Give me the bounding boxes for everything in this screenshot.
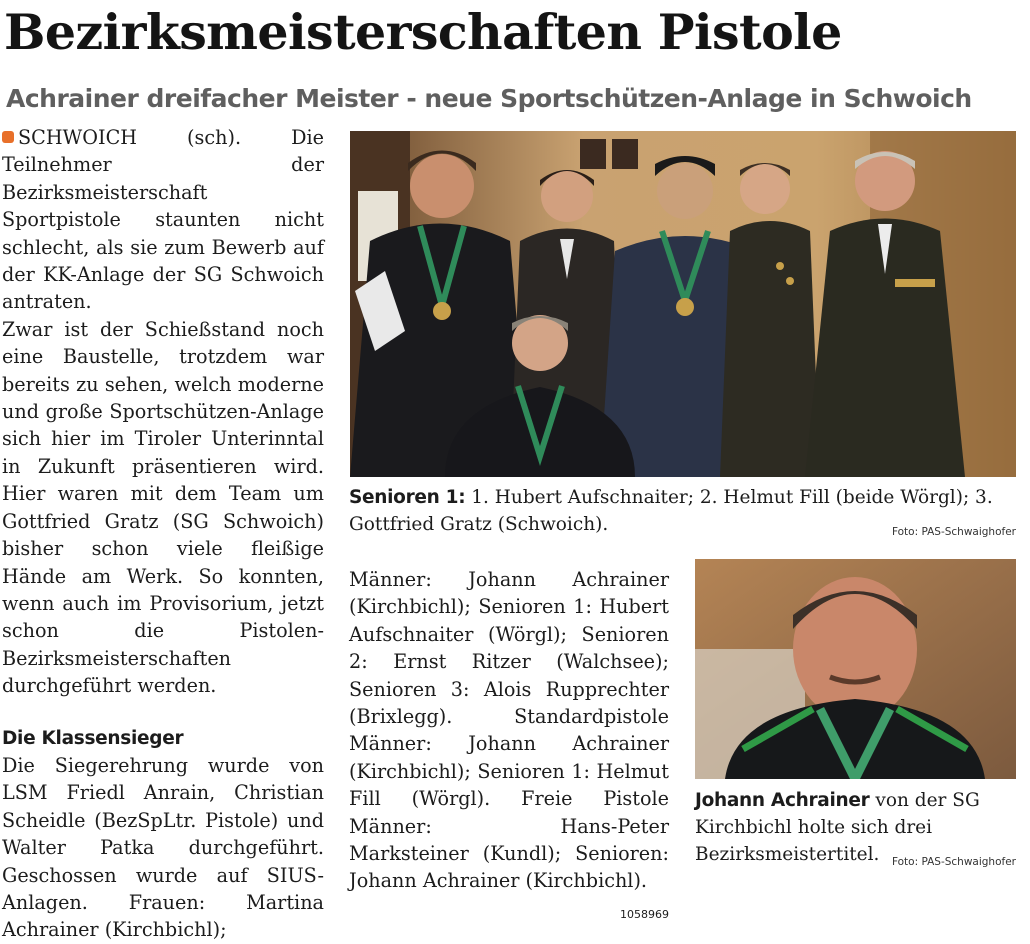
portrait-photo — [695, 559, 1016, 779]
group-photo — [350, 131, 1016, 477]
caption-bold: Senioren 1: — [349, 487, 466, 508]
article-column-middle — [349, 566, 669, 928]
section-heading: Die Klassensieger — [2, 727, 184, 749]
portrait-photo-illustration — [695, 559, 1016, 779]
section-paragraph: Die Siegerehrung wurde von LSM Friedl Anrain, Christian Scheidle (BezSpLtr. Pistole) und Walter Patka durchgeführt. Geschossen wurde auf SIUS-Anlagen. Frauen: Martina Achrainer (Kirchbichl); — [2, 753, 324, 942]
subheadline: Achrainer dreifacher Meister - neue Sportschützen-Anlage in Schwoich — [6, 84, 972, 113]
portrait-photo-caption — [695, 787, 1016, 876]
article-reference-number: 1058969 — [620, 907, 669, 921]
lead-text: SCHWOICH (sch). Die Teilnehmer der Bezirksmeisterschaft Sportpistole staunten nicht schlecht, als sie zum Bewerb auf der KK-Anlage der SG Schwoich antraten. — [2, 126, 324, 314]
caption-text: von der SG Kirchbichl holte sich drei Bezirksmeistertitel. — [695, 790, 980, 865]
headline: Bezirksmeisterschaften Pistole — [4, 3, 842, 61]
body-paragraph: Zwar ist der Schießstand noch eine Baustelle, trotzdem war bereits zu sehen, welch moderne und große Sportschützen-Anlage sich hier im Tiroler Unterinntal in Zukunft präsentieren wird. Hier waren mit dem Team um Gottfried Gratz (SG Schwoich) bisher schon viele fleißige Hände am Werk. So konnten, wenn auch im Provisorium, jetzt schon die Pistolen-Bezirksmeisterschaften durchgeführt werden. — [2, 317, 324, 698]
article-column-left — [2, 124, 324, 944]
results-paragraph — [349, 566, 669, 921]
photo-credit: Foto: PAS-Schwaighofer — [891, 856, 1016, 868]
group-photo-caption — [349, 484, 1016, 546]
lead-paragraph — [2, 124, 324, 316]
bullet-marker-icon — [2, 131, 14, 143]
caption-text: 1. Hubert Aufschnaiter; 2. Helmut Fill (beide Wörgl); 3. Gottfried Gratz (Schwoich). — [349, 487, 993, 535]
group-photo-illustration — [350, 131, 1016, 477]
caption-bold: Johann Achrainer — [695, 790, 870, 811]
photo-credit: Foto: PAS-Schwaighofer — [891, 526, 1016, 538]
results-text: Männer: Johann Achrainer (Kirchbichl); Senioren 1: Hubert Aufschnaiter (Wörgl); Senioren 2: Ernst Ritzer (Walchsee); Senioren 3: Alois Rupprechter (Brixlegg). Standardpistole Männer: Johann Achrainer (Kirchbichl); Senioren 1: Helmut Fill (Wörgl). Freie Pistole Männer: Hans-Peter Marksteiner (Kundl); Senioren: Johann Achrainer (Kirchbichl). — [349, 568, 669, 893]
